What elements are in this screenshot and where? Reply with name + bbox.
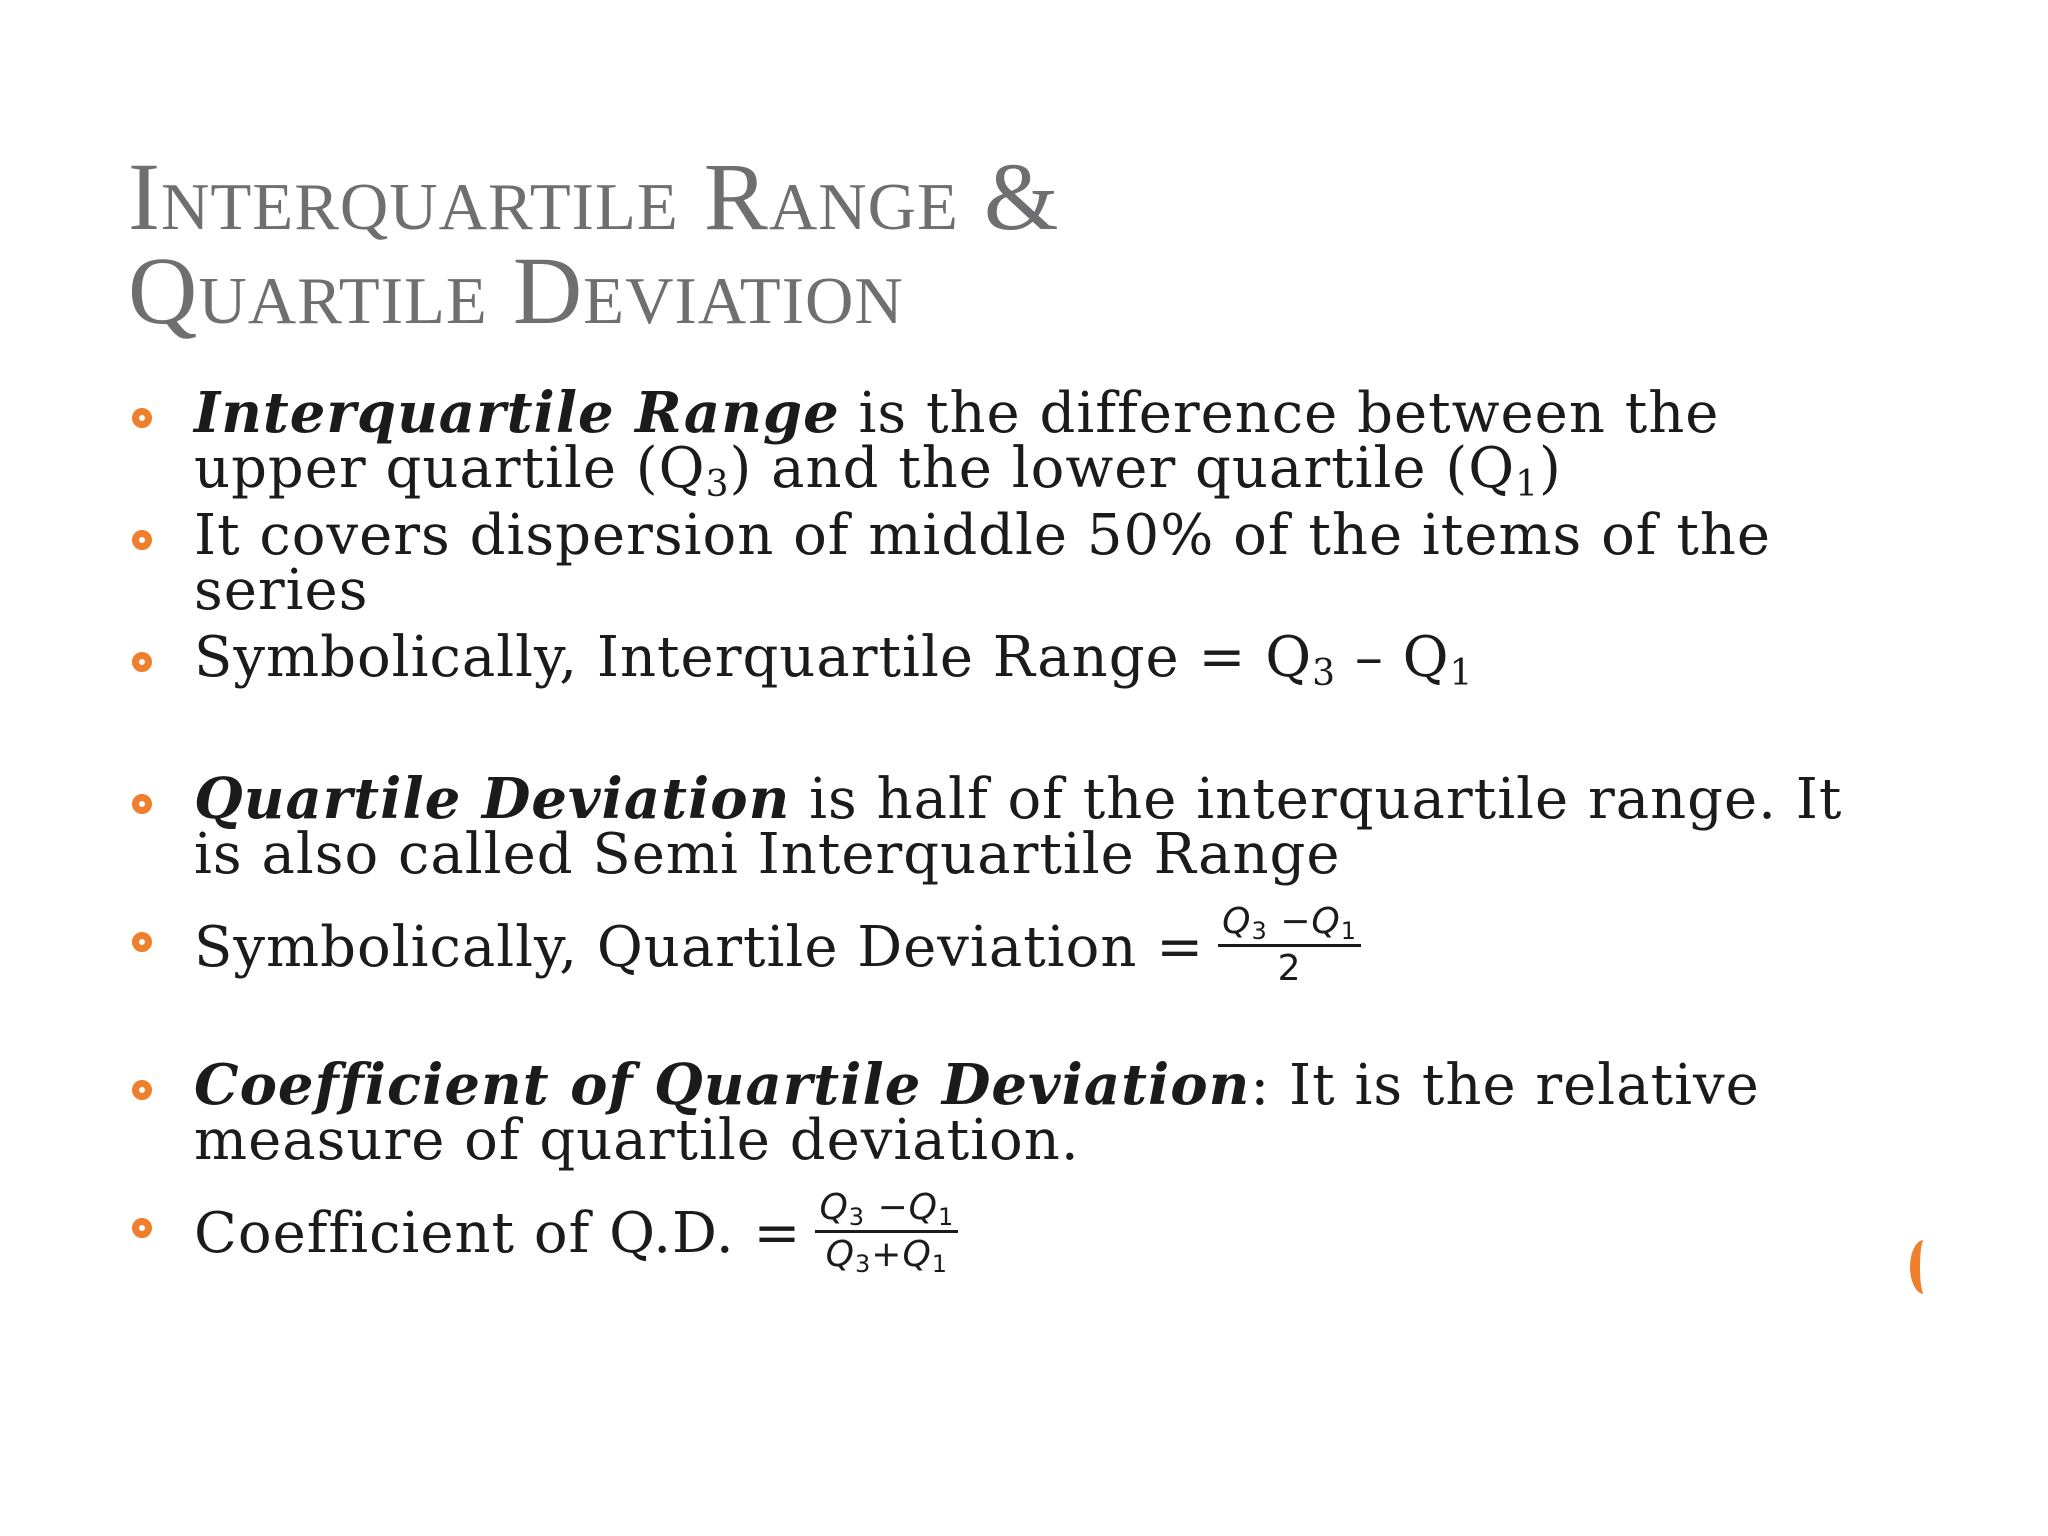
fraction-denominator: 2 bbox=[1277, 948, 1302, 989]
subscript: 1 bbox=[1449, 653, 1474, 694]
subscript: 3 bbox=[1312, 653, 1337, 694]
bullet-marker-icon bbox=[132, 530, 152, 550]
fraction-text: −Q bbox=[865, 1187, 939, 1228]
fraction-text: +Q bbox=[871, 1234, 932, 1275]
formula-text: – Q bbox=[1336, 625, 1450, 690]
bullet-text: measure of quartile deviation. bbox=[194, 1108, 1080, 1173]
bullet-marker-icon bbox=[132, 932, 152, 952]
bullet-text: is the difference between the bbox=[839, 381, 1720, 446]
subscript: 1 bbox=[1340, 917, 1358, 945]
subscript: 3 bbox=[705, 464, 730, 505]
bullet-text: is half of the interquartile range. It bbox=[790, 767, 1843, 832]
bullet-marker-icon bbox=[132, 408, 152, 428]
bullet-marker-icon bbox=[132, 1218, 152, 1238]
title-line-2: Quartile Deviation bbox=[128, 237, 904, 344]
fraction-numerator bbox=[1218, 900, 1361, 947]
bullet-marker-icon bbox=[132, 1080, 152, 1100]
bullet-text: It covers dispersion of middle 50% of the items of the bbox=[194, 503, 1772, 568]
term-coefficient-of-quartile-deviation: Coefficient of Quartile Deviation bbox=[194, 1052, 1251, 1118]
bullet-text: : It is the relative bbox=[1250, 1053, 1760, 1118]
subscript: 1 bbox=[931, 1250, 949, 1278]
qd-formula bbox=[194, 901, 1914, 997]
bullet-text: ) bbox=[1539, 436, 1562, 501]
bullet-text: upper quartile (Q bbox=[194, 436, 706, 501]
subscript: 3 bbox=[848, 1203, 866, 1231]
bullet-marker-icon bbox=[132, 794, 152, 814]
subscript: 1 bbox=[938, 1203, 955, 1231]
formula-text: Symbolically, Quartile Deviation = bbox=[194, 915, 1205, 980]
fraction-denominator bbox=[815, 1233, 958, 1277]
coefficient-formula bbox=[194, 1187, 1914, 1283]
iqr-formula bbox=[194, 625, 1914, 694]
bullet-text: is also called Semi Interquartile Range bbox=[194, 822, 1341, 887]
fraction-text: Q bbox=[825, 1234, 856, 1275]
fraction-numerator bbox=[815, 1186, 958, 1233]
bullet-text-line-2 bbox=[194, 436, 1914, 505]
bullet-text: ) and the lower quartile (Q bbox=[729, 436, 1516, 501]
formula-text: Symbolically, Interquartile Range = Q bbox=[194, 625, 1313, 690]
subscript: 3 bbox=[855, 1250, 872, 1278]
fraction-text: Q bbox=[1222, 901, 1252, 942]
formula-text: Coefficient of Q.D. = bbox=[194, 1201, 802, 1266]
bullet-text: series bbox=[194, 558, 369, 623]
slide-title bbox=[128, 143, 1060, 344]
term-quartile-deviation: Quartile Deviation bbox=[194, 766, 791, 832]
coefficient-fraction bbox=[815, 1186, 958, 1277]
subscript: 1 bbox=[1515, 464, 1540, 505]
fraction-text: −Q bbox=[1267, 901, 1341, 942]
subscript: 3 bbox=[1251, 917, 1268, 945]
decorative-arc-icon bbox=[1910, 1240, 1938, 1294]
bullet-marker-icon bbox=[132, 652, 152, 672]
term-interquartile-range: Interquartile Range bbox=[194, 380, 840, 446]
qd-fraction bbox=[1218, 900, 1361, 991]
fraction-text: Q bbox=[819, 1187, 849, 1228]
title-line-1: Interquartile Range & bbox=[128, 143, 1060, 250]
